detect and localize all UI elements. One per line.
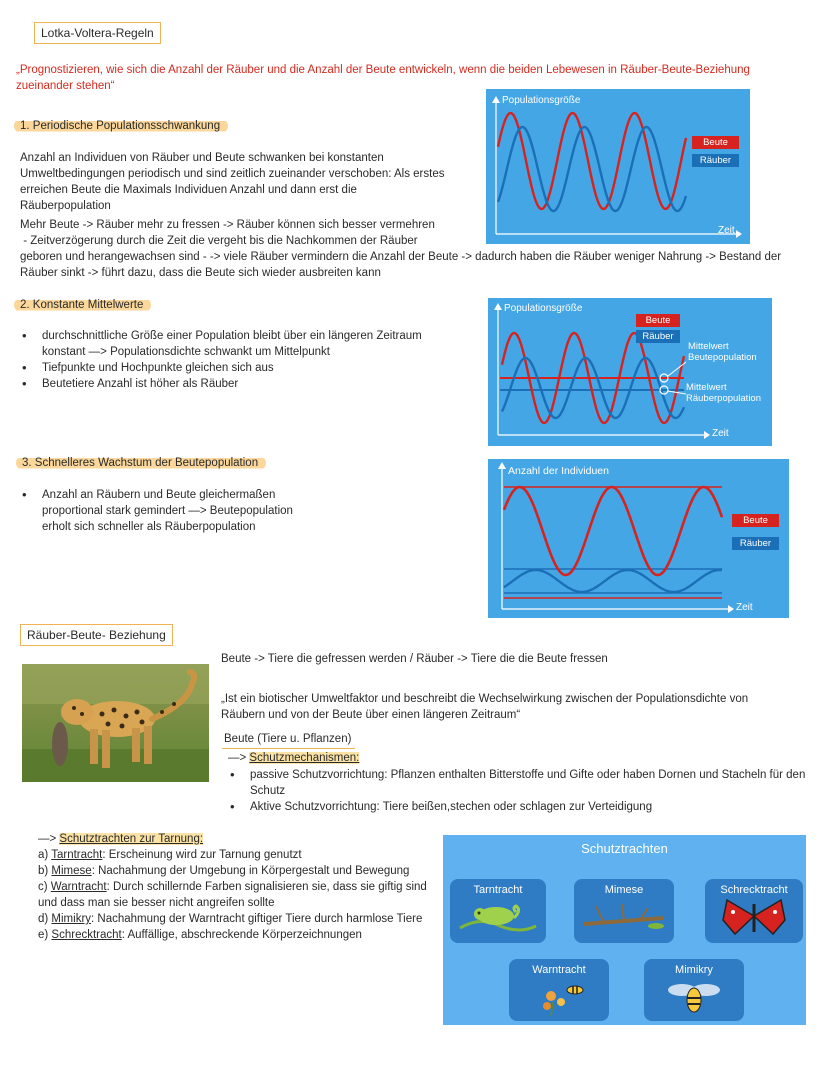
list-item: b) Mimese: Nachahmung der Umgebung in Körpergestalt und Bewegung [38, 865, 410, 877]
list-item: a) Tarntracht: Erscheinung wird zur Tarnung genutzt [38, 849, 302, 861]
x-axis-arrow [736, 230, 742, 238]
list-item: • Beutetiere Anzahl ist höher als Räuber [20, 376, 450, 392]
chart-periodic-fluctuation [486, 89, 750, 244]
section1-para2-line2: - Zeitverzögerung durch die Zeit die vergeht bis die Nachkommen der Räuber [20, 235, 418, 247]
hoverfly-icon [644, 976, 744, 1016]
section2-bullets [20, 328, 450, 392]
list-item: c) Warntracht: Durch schillernde Farben signalisieren sie, dass sie giftig sind und dass man sie besser nicht angreifen sollte [38, 881, 427, 909]
chart2-ylabel: Populationsgröße [504, 303, 583, 314]
leopard-photo [22, 664, 209, 782]
section3-heading: 3. Schnelleres Wachstum der Beutepopulation [16, 456, 266, 470]
x-axis-arrow [728, 605, 734, 613]
rb-definition: Beute -> Tiere die gefressen werden / Räuber -> Tiere die die Beute fressen [221, 653, 608, 665]
legend-beute: Beute [692, 136, 739, 149]
chart1-ylabel: Populationsgröße [502, 95, 581, 106]
section1-heading: 1. Periodische Populationsschwankung [14, 119, 228, 133]
chart1-xlabel: Zeit [718, 225, 735, 236]
section1-para2-rest: geboren und herangewachsen sind - -> viele Räuber vermindern die Anzahl der Beute -> dadurch haben die Räuber weniger Nahrung -> Bestand der Räuber sinkt -> führt dazu, dass die Beute sich wieder ausbreiten kann [20, 251, 782, 279]
mean-beute-label: Mittelwert Beutepopulation [688, 341, 757, 363]
y-axis-arrow [492, 96, 500, 103]
list-item: • Anzahl an Räubern und Beute gleichermaßen proportional stark gemindert —> Beutepopulation erholt sich schneller als Räuberpopulation [20, 487, 320, 535]
section1-para1: Anzahl an Individuen von Räuber und Beute schwanken bei konstanten Umweltbedingungen periodisch und sind zeitlich zueinander verschoben: Als erstes erreichen Beute die Maximals Individuen Anzahl und dann erst die Räuberpopulation [20, 152, 445, 212]
chameleon-icon [450, 896, 546, 936]
list-item: e) Schrecktracht: Auffällige, abschreckende Körperzeichnungen [38, 929, 362, 941]
chart3-xlabel: Zeit [736, 602, 753, 613]
wasp-flower-icon [509, 976, 609, 1016]
legend-beute: Beute [732, 514, 779, 527]
series-beute-line [504, 487, 722, 575]
series-beute-line [498, 113, 686, 209]
legend-raeuber: Räuber [732, 537, 779, 550]
section3-bullets [20, 487, 320, 535]
card-schrecktracht: Schrecktracht [705, 879, 803, 943]
list-item: • durchschnittliche Größe einer Population bleibt über ein längeren Zeitraum konstant —> Populationsdichte schwankt um Mittelpunkt [20, 328, 450, 360]
series-raeuber-line [504, 570, 722, 592]
rb-quote: „Ist ein biotischer Umweltfaktor und beschreibt die Wechselwirkung zwischen der Populationsdichte von Räubern und von der Beute über einen längeren Zeitraum“ [221, 693, 749, 721]
y-axis-arrow [498, 462, 506, 469]
list-item: • Aktive Schutzvorrichtung: Tiere beißen,stechen oder schlagen zur Verteidigung [228, 799, 808, 815]
y-axis-arrow [494, 303, 502, 310]
legend-raeuber: Räuber [636, 330, 680, 343]
card-warntracht: Warntracht [509, 959, 609, 1021]
chart2-xlabel: Zeit [712, 428, 729, 439]
list-item: d) Mimikry: Nachahmung der Warntracht giftiger Tiere durch harmlose Tiere [38, 913, 423, 925]
schutz-heading: —> Schutzmechanismen: [228, 752, 360, 764]
x-axis-arrow [704, 431, 710, 439]
schutztrachten-graphic [443, 835, 806, 1025]
rb-title: Räuber-Beute- Beziehung [20, 624, 173, 646]
tarnung-list [38, 847, 438, 943]
legend-beute: Beute [636, 314, 680, 327]
schutz-label: Schutzmechanismen: [249, 752, 360, 764]
list-item: • passive Schutzvorrichtung: Pflanzen enthalten Bitterstoffe und Gifte oder haben Dornen und Stacheln für den Schutz [228, 767, 808, 799]
tarnung-heading-label: Schutztrachten zur Tarnung: [59, 833, 204, 845]
intro-quote: „Prognostizieren, wie sich die Anzahl der Räuber und die Anzahl der Beute entwickeln, wenn die beiden Lebewesen in Räuber-Beute-Beziehung zueinander stehen“ [16, 64, 750, 92]
card-mimese: Mimese [574, 879, 674, 943]
mean-beute-pointer [668, 362, 686, 376]
schutz-bullets [228, 767, 808, 815]
page-title: Lotka-Voltera-Regeln [34, 22, 161, 44]
schutztrachten-title: Schutztrachten [581, 841, 668, 856]
tarnung-heading: —> Schutztrachten zur Tarnung: [38, 833, 204, 845]
list-item: • Tiefpunkte und Hochpunkte gleichen sich aus [20, 360, 450, 376]
legend-raeuber: Räuber [692, 154, 739, 167]
section1-para2-line1: Mehr Beute -> Räuber mehr zu fressen -> Räuber können sich besser vermehren [20, 219, 435, 231]
chart-constant-means [488, 298, 772, 446]
mean-raeuber-label: Mittelwert Räuberpopulation [686, 382, 762, 404]
card-mimikry: Mimikry [644, 959, 744, 1021]
card-tarntracht: Tarntracht [450, 879, 546, 943]
beute-label: Beute (Tiere u. Pflanzen) [222, 731, 355, 749]
chart3-ylabel: Anzahl der Individuen [508, 465, 609, 477]
stick-insect-icon [574, 896, 674, 936]
chart-faster-prey-growth [488, 459, 789, 618]
butterfly-icon [705, 896, 803, 938]
section2-heading: 2. Konstante Mittelwerte [14, 298, 151, 312]
